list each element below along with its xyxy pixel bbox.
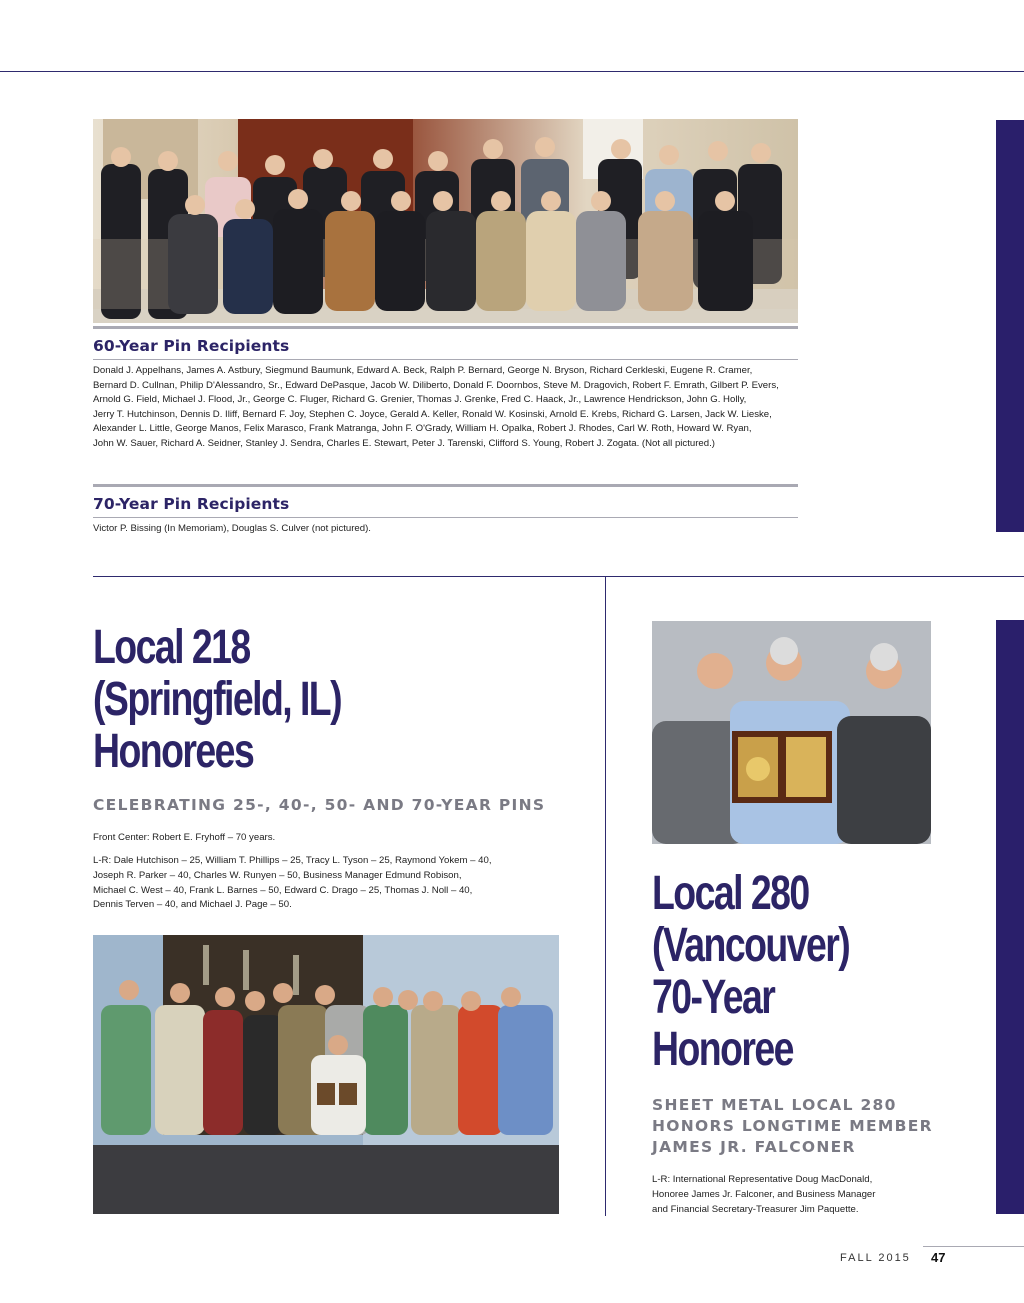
group-photo-60-year — [93, 119, 798, 323]
divider-70-year-under-title — [93, 517, 798, 518]
local-218-group-photo — [93, 935, 559, 1214]
local-280-subhead-line: SHEET METAL LOCAL 280 — [652, 1096, 897, 1114]
names-60-year-line: Arnold G. Field, Michael J. Flood, Jr., George C. Fluger, Richard G. Grenier, Thomas J. Grenke, Fred C. Haack, Jr., Lawrence Hendrickson, John G. Holly, — [93, 394, 747, 406]
local-280-title — [652, 868, 849, 1076]
names-60-year-line: John W. Sauer, Richard A. Seidner, Stanley J. Sendra, Charles E. Stewart, Peter J. Tarenski, Clifford S. Young, Robert J. Zogata. (Not all pictured.) — [93, 437, 715, 449]
local-280-title-line: Local 280 — [652, 867, 809, 920]
local-218-lr-line: Michael C. West – 40, Frank L. Barnes – 50, Edward C. Drago – 25, Thomas J. Noll – 40, — [93, 884, 473, 896]
divider-60-year-under-title — [93, 359, 798, 360]
divider-60-year-top — [93, 326, 798, 329]
group-photo-60-year-illustration — [93, 119, 798, 323]
local-280-honoree-photo-illustration — [652, 621, 931, 844]
local-218-group-photo-illustration — [93, 935, 559, 1214]
mid-rule — [93, 576, 1024, 577]
local-218-title-line: (Springfield, IL) — [93, 673, 342, 726]
sidebar-bar-bottom — [996, 620, 1024, 1214]
local-218-title-line: Honorees — [93, 725, 254, 778]
local-280-title-line: Honoree — [652, 1023, 793, 1076]
names-60-year-line: Jerry T. Hutchinson, Dennis D. Iliff, Bernard F. Joy, Stephen C. Joyce, Gerald A. Keller, Ronald W. Kosinski, Arnold E. Krebs, Richard G. Larsen, Jack W. Lieske, — [93, 408, 772, 420]
names-60-year-line: Bernard D. Cullnan, Philip D'Alessandro, Sr., Edward DePasque, Jacob W. Diliberto, Donald F. Doornbos, Steve M. Dragovich, Robert F. Emrath, Gilbert P. Evers, — [93, 379, 779, 391]
local-218-front-center: Front Center: Robert E. Fryhoff – 70 years. — [93, 832, 276, 843]
names-70-year: Victor P. Bissing (In Memoriam), Douglas S. Culver (not pictured). — [93, 523, 371, 534]
local-218-title — [93, 622, 341, 778]
local-280-caption — [652, 1173, 875, 1217]
section-title-60-year: 60-Year Pin Recipients — [93, 337, 290, 355]
local-280-subhead-line: JAMES JR. FALCONER — [652, 1138, 856, 1156]
local-280-caption-line: Honoree James Jr. Falconer, and Business Manager — [652, 1188, 876, 1200]
local-280-caption-line: and Financial Secretary-Treasurer Jim Paquette. — [652, 1203, 859, 1215]
local-218-subhead: CELEBRATING 25-, 40-, 50- AND 70-YEAR PINS — [93, 796, 546, 814]
section-title-70-year: 70-Year Pin Recipients — [93, 495, 290, 513]
local-280-title-line: (Vancouver) — [652, 919, 850, 972]
local-218-lr-line: Dennis Terven – 40, and Michael J. Page – 50. — [93, 899, 292, 911]
local-218-lr-line: Joseph R. Parker – 40, Charles W. Runyen – 50, Business Manager Edmund Robison, — [93, 869, 462, 881]
local-218-title-line: Local 218 — [93, 621, 250, 674]
names-60-year-line: Alexander L. Little, George Manos, Felix Marasco, Frank Matranga, John F. O'Grady, William H. Opalka, Robert J. Rhodes, Carl W. Roth, Howard W. Ryan, — [93, 423, 752, 435]
local-280-title-line: 70-Year — [652, 971, 775, 1024]
local-280-subhead-line: HONORS LONGTIME MEMBER — [652, 1117, 933, 1135]
names-60-year — [93, 364, 813, 452]
top-rule — [0, 71, 1024, 72]
footer-rule — [923, 1246, 1024, 1247]
names-60-year-line: Donald J. Appelhans, James A. Astbury, Siegmund Baumunk, Edward A. Beck, Ralph P. Bernard, George N. Bryson, Richard Cerkleski, Eugene R. Cramer, — [93, 365, 753, 376]
local-218-lr-caption — [93, 854, 492, 913]
local-280-caption-line: L-R: International Representative Doug MacDonald, — [652, 1174, 873, 1185]
local-280-subhead — [652, 1095, 933, 1158]
divider-70-year-top — [93, 484, 798, 487]
sidebar-bar-top — [996, 120, 1024, 532]
column-divider — [605, 576, 606, 1216]
page-number: 47 — [931, 1250, 946, 1265]
local-218-lr-line: L-R: Dale Hutchison – 25, William T. Phillips – 25, Tracy L. Tyson – 25, Raymond Yokem – 40, — [93, 855, 492, 866]
local-280-honoree-photo — [652, 621, 931, 844]
footer-season: FALL 2015 — [840, 1252, 911, 1264]
